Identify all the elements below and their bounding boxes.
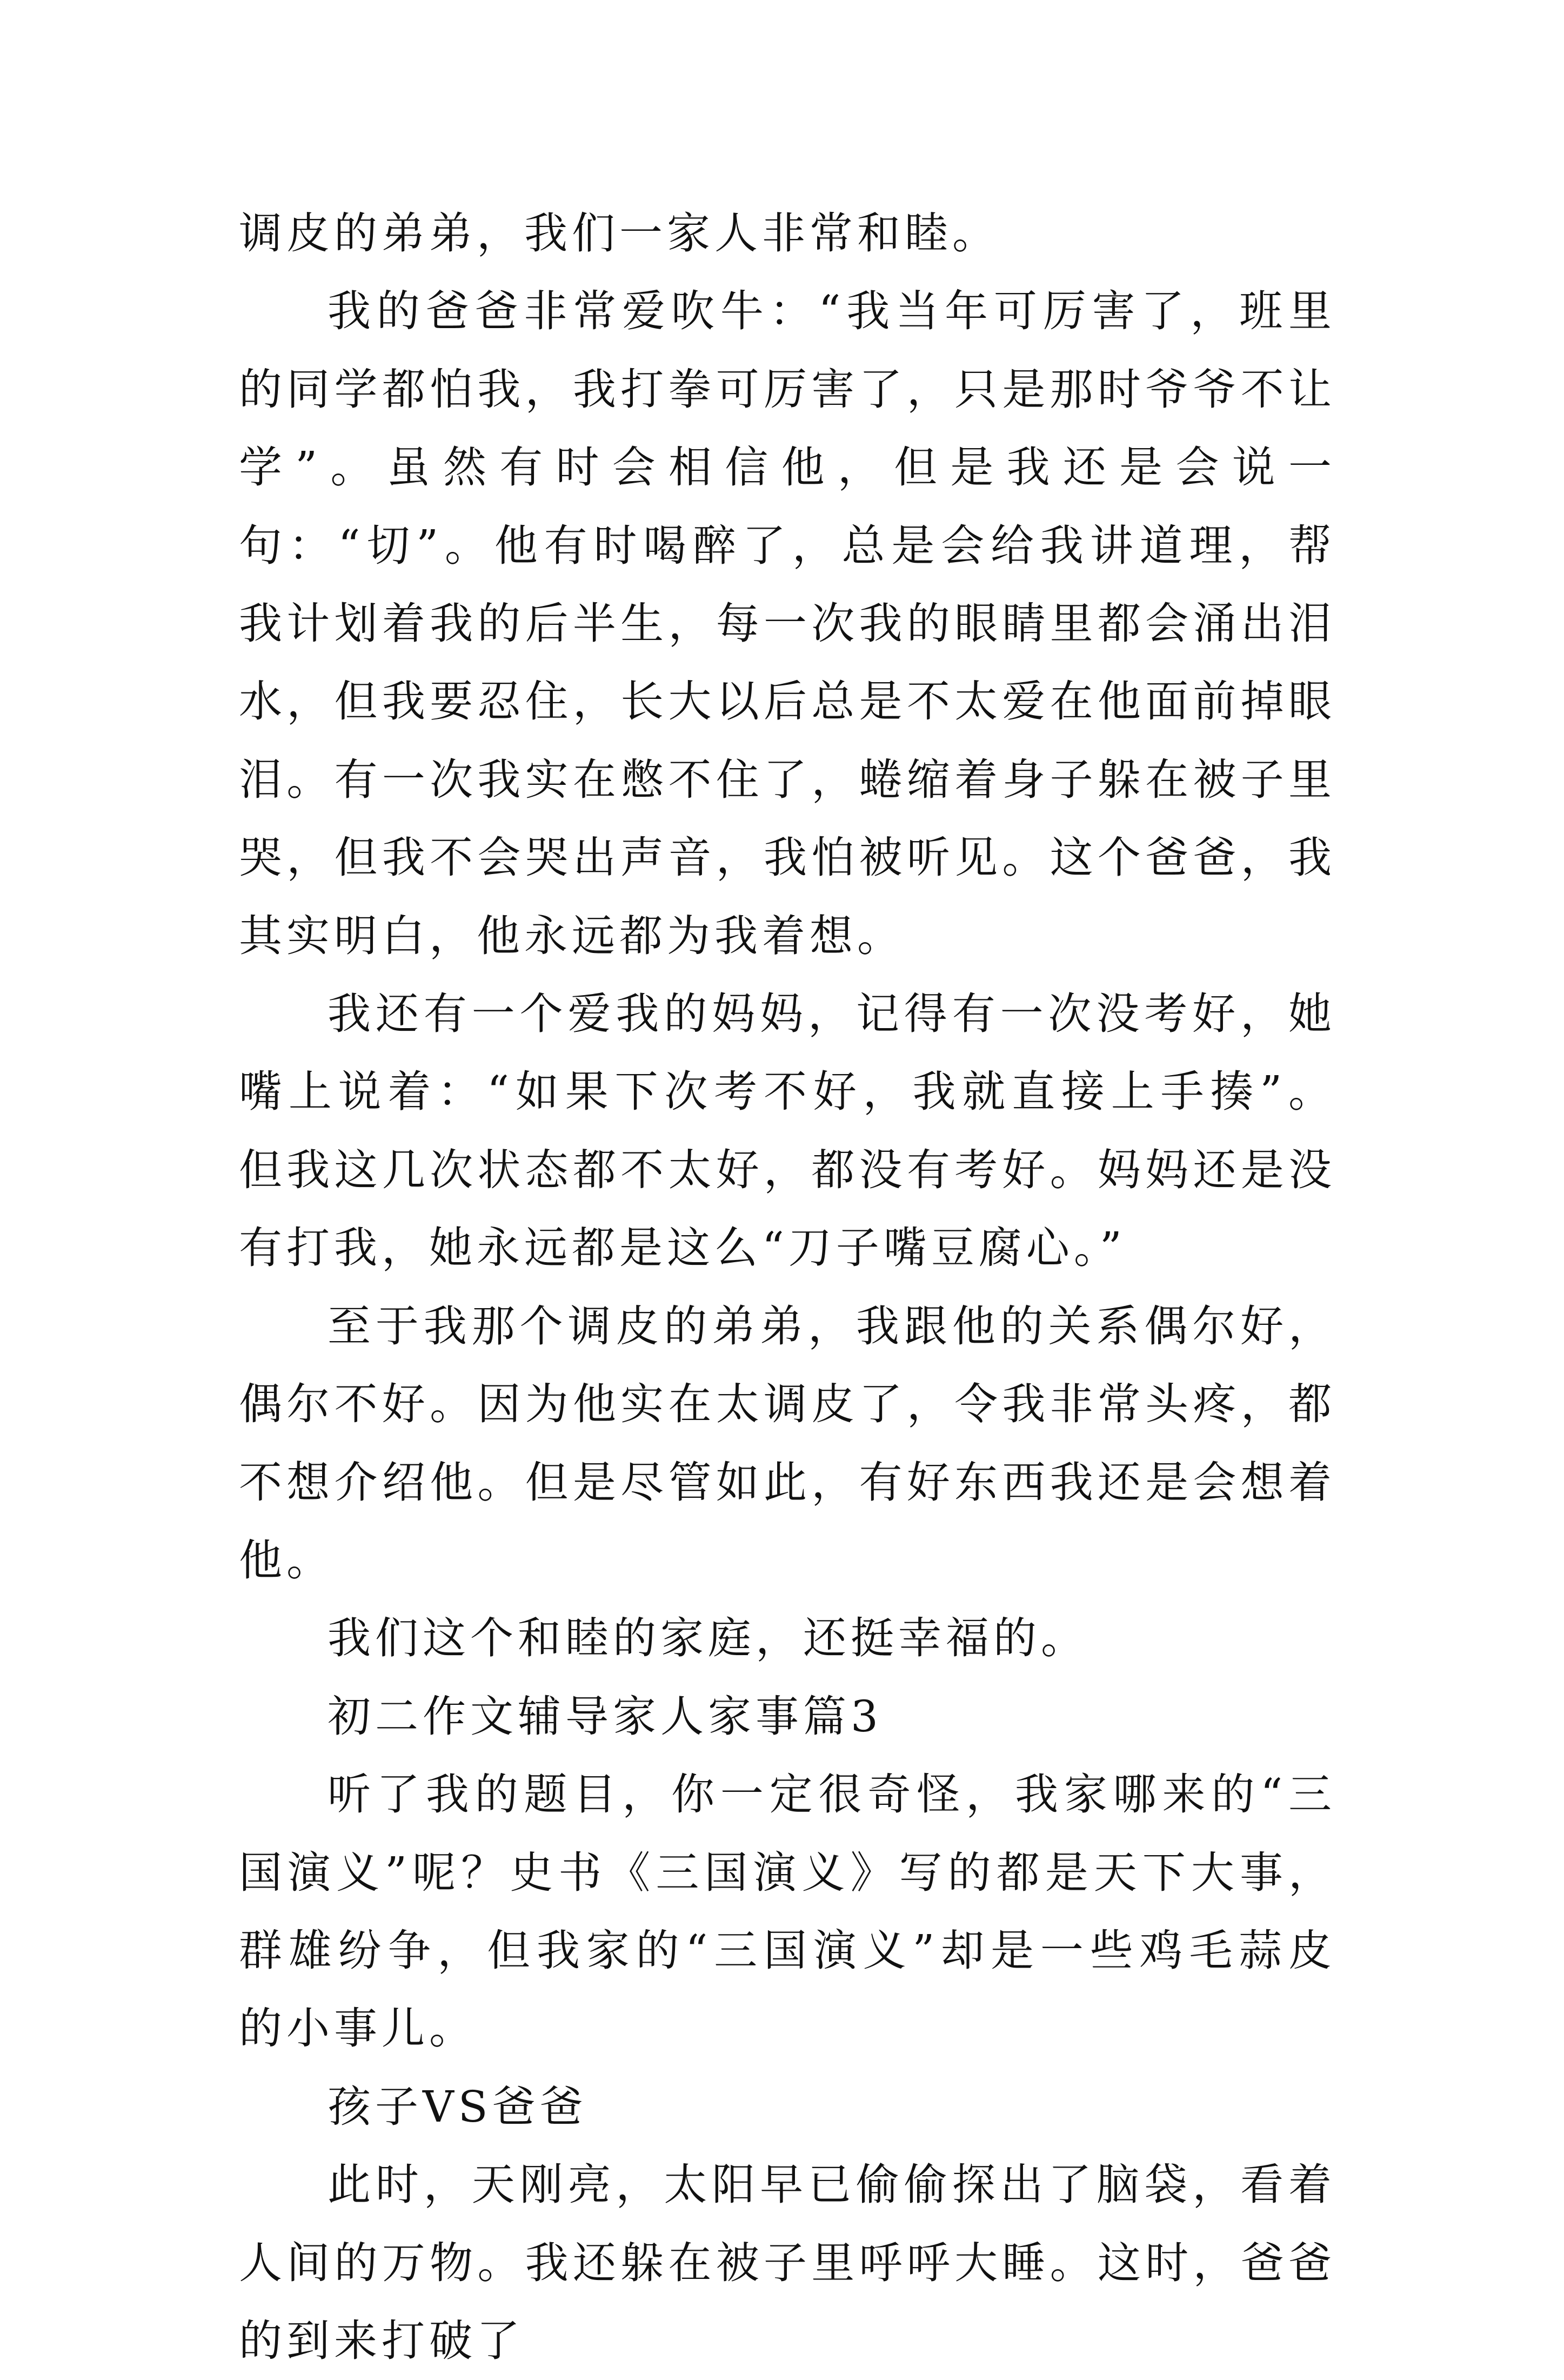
document-body (239, 195, 1336, 2380)
paragraph-continuation: 调皮的弟弟，我们一家人非常和睦。 (239, 208, 1000, 258)
paragraph-dad: 我的爸爸非常爱吹牛：“我当年可厉害了，班里的同学都怕我，我打拳可厉害了，只是那时爷爷不让学”。虽然有时会相信他，但是我还是会说一句：“切”。他有时喝醉了，总是会给我讲道理，帮我计划着我的后半生，每一次我的眼睛里都会涌出泪水，但我要忍住，长大以后总是不太爱在他面前掉眼泪。有一次我实在憋不住了，蜷缩着身子躲在被子里哭，但我不会哭出声音，我怕被听见。这个爸爸，我其实明白，他永远都为我着想。 (239, 286, 1336, 961)
paragraph-three-kingdoms-intro: 听了我的题目，你一定很奇怪，我家哪来的“三国演义”呢？史书《三国演义》写的都是天下大事，群雄纷争，但我家的“三国演义”却是一些鸡毛蒜皮的小事儿。 (239, 1769, 1336, 2054)
subheading-child-vs-dad: 孩子VS爸爸 (327, 2081, 587, 2132)
paragraph-mom: 我还有一个爱我的妈妈，记得有一次没考好，她嘴上说着：“如果下次考不好，我就直接上手揍”。但我这几次状态都不太好，都没有考好。妈妈还是没有打我，她永远都是这么“刀子嘴豆腐心。” (239, 989, 1336, 1274)
section-title: 初二作文辅导家人家事篇3 (327, 1691, 883, 1742)
paragraph-brother: 至于我那个调皮的弟弟，我跟他的关系偶尔好，偶尔不好。因为他实在太调皮了，令我非常头疼，都不想介绍他。但是尽管如此，有好东西我还是会想着他。 (239, 1301, 1336, 1585)
paragraph-morning: 此时，天刚亮，太阳早已偷偷探出了脑袋，看着人间的万物。我还躲在被子里呼呼大睡。这时，爸爸的到来打破了 (239, 2159, 1336, 2366)
paragraph-family-summary: 我们这个和睦的家庭，还挺幸福的。 (327, 1613, 1088, 1664)
